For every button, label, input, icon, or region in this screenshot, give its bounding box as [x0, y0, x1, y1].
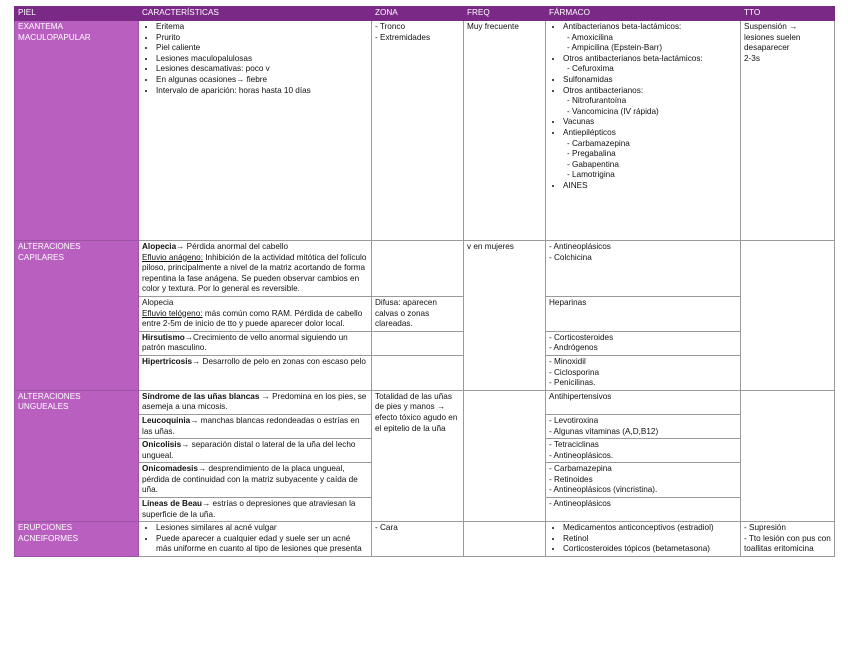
- table-row: [15, 241, 835, 297]
- freq-cell: [464, 522, 546, 557]
- list-item: • Vacunas: [563, 117, 737, 128]
- tto-line: Suspensión →: [744, 22, 798, 31]
- term-title: Onicomadesis→: [142, 464, 207, 474]
- header-row: [15, 7, 835, 21]
- term-title: Alopecia: [142, 297, 174, 307]
- term-title: Hipertricosis→: [142, 356, 201, 366]
- caracteristicas-list: [142, 22, 368, 96]
- farmaco-cell: - Antineoplásicos - Colchicina: [546, 241, 741, 297]
- list-item: • Prurito: [156, 33, 368, 44]
- farmaco-cell: Heparinas: [546, 296, 741, 331]
- list-item: • Sulfonamidas: [563, 75, 737, 86]
- tto-cell: [741, 390, 835, 522]
- category-label: ACNEIFORMES: [18, 533, 79, 543]
- zona-cell: Difusa: aparecen calvas o zonas clareadas.: [372, 296, 464, 331]
- freq-cell: Muy frecuente: [464, 21, 546, 241]
- caracteristicas-cell: Síndrome de las uñas blancas → Predomina en los pies, se asemeja a una micosis.: [139, 390, 372, 414]
- header-farmaco: FÁRMACO: [546, 7, 741, 21]
- list-item: • Lesiones similares al acné vulgar: [156, 523, 368, 534]
- farmaco-cell: [546, 522, 741, 557]
- list-item: • Lesiones descamativas: poco v: [156, 64, 368, 75]
- list-item: • Eritema: [156, 22, 368, 33]
- freq-cell: [464, 390, 546, 522]
- table-row: [15, 522, 835, 557]
- category-erupciones: [15, 522, 139, 557]
- caracteristicas-cell: Hirsutismo→Crecimiento de vello anormal siguiendo un patrón masculino.: [139, 331, 372, 355]
- zona-cell: [372, 241, 464, 297]
- list-item: • Puede aparecer a cualquier edad y suele ser un acné más uniforme en cuanto al tipo de lesiones que presenta: [156, 534, 368, 555]
- zona-cell: [372, 355, 464, 390]
- category-label: ALTERACIONES: [18, 391, 81, 401]
- farmaco-cell: [546, 21, 741, 241]
- caracteristicas-cell: Onicomadesis→ desprendimiento de la placa ungueal, pérdida de continuidad con la matriz subyacente y caída de uña.: [139, 463, 372, 498]
- list-item: • Lesiones maculopalulosas: [156, 54, 368, 65]
- header-freq: FREQ: [464, 7, 546, 21]
- list-item: • AINES: [563, 181, 737, 192]
- zona-cell: Totalidad de las uñas de pies y manos → efecto tóxico agudo en el epitelio de la uña: [372, 390, 464, 522]
- farmaco-cell: - Carbamazepina - Retinoides - Antineoplásicos (vincristina).: [546, 463, 741, 498]
- farmaco-list: [549, 523, 737, 555]
- caracteristicas-cell: [139, 21, 372, 241]
- list-item: • Corticosteroides tópicos (betametasona): [563, 544, 737, 555]
- category-label: ALTERACIONES: [18, 242, 81, 251]
- list-item: • Antibacterianos beta-lactámicos: - Amoxicilina - Ampicilina (Epstein-Barr): [563, 22, 737, 54]
- reaction-table-container: [14, 6, 834, 557]
- farmaco-cell: - Tetraciclinas - Antineoplásicos.: [546, 439, 741, 463]
- category-exantema: [15, 21, 139, 241]
- zona-cell: - Cara: [372, 522, 464, 557]
- caracteristicas-cell: Onicolisis→ separación distal o lateral de la uña del lecho ungueal.: [139, 439, 372, 463]
- tto-cell: [741, 522, 835, 557]
- category-label: EXANTEMA: [18, 22, 64, 31]
- list-item: • En algunas ocasiones→ fiebre: [156, 75, 368, 86]
- caracteristicas-cell: Leucoquinia→ manchas blancas redondeadas o estrías en las uñas.: [139, 414, 372, 438]
- farmaco-list: [549, 22, 737, 192]
- category-label: CAPILARES: [18, 252, 64, 262]
- caracteristicas-list: [142, 523, 368, 555]
- zona-item: - Tronco: [375, 22, 406, 31]
- term-title: Alopecia→: [142, 242, 185, 251]
- tto-line: - Supresión: [744, 523, 786, 533]
- zona-cell: [372, 21, 464, 241]
- tto-cell: [741, 241, 835, 391]
- farmaco-cell: - Corticosteroides - Andrógenos: [546, 331, 741, 355]
- list-item: • Retinol: [563, 534, 737, 545]
- caracteristicas-cell: Hipertricosis→ Desarrollo de pelo en zonas con escaso pelo: [139, 355, 372, 390]
- category-label: MACULOPAPULAR: [18, 32, 91, 42]
- list-item: • Antiepilépticos - Carbamazepina - Pregabalina - Gabapentina - Lamotrigina: [563, 128, 737, 181]
- category-label: ERUPCIONES: [18, 523, 73, 533]
- farmaco-cell: - Minoxidil - Ciclosporina - Penicilinas.: [546, 355, 741, 390]
- category-label: UNGUEALES: [18, 402, 69, 412]
- farmaco-cell: - Levotiroxina - Algunas vitaminas (A,D,B12): [546, 414, 741, 438]
- term-title: Hirsutismo→: [142, 332, 193, 342]
- caracteristicas-cell: Alopecia→ Pérdida anormal del cabello Efluvio anágeno: Inhibición de la actividad mitótica del folículo piloso, principalmente a nivel de la matriz acortando de forma repentina la fase anágena. Se pueden observar cambios en color y textura. Por lo general es reversible.: [139, 241, 372, 297]
- table-row: [15, 390, 835, 414]
- category-capilares: [15, 241, 139, 391]
- term-title: Síndrome de las uñas blancas →: [142, 391, 270, 401]
- header-tto: TTO: [741, 7, 835, 21]
- category-ungueales: [15, 390, 139, 522]
- tto-line: - Tto lesión con pus con toallitas eritomicina: [744, 533, 831, 554]
- caracteristicas-cell: Líneas de Beau→ estrías o depresiones que atraviesan la superficie de la uña.: [139, 498, 372, 522]
- term-title: Leucoquinia→: [142, 415, 199, 425]
- tto-line: lesiones suelen: [744, 32, 801, 42]
- caracteristicas-cell: Alopecia Efluvio telógeno: más común como RAM. Pérdida de cabello entre 2-5m de inicio de tto y puede aparecer dolor local.: [139, 296, 372, 331]
- term-subtitle: Efluvio anágeno:: [142, 252, 203, 262]
- term-title: Onicolisis→: [142, 440, 190, 450]
- farmaco-cell: Antihipertensivos: [546, 390, 741, 414]
- zona-cell: [372, 331, 464, 355]
- header-zona: ZONA: [372, 7, 464, 21]
- tto-line: 2-3s: [744, 53, 760, 63]
- table-row: [15, 21, 835, 241]
- header-caracteristicas: CARACTERÍSTICAS: [139, 7, 372, 21]
- farmaco-cell: - Antineoplásicos: [546, 498, 741, 522]
- header-piel: PIEL: [15, 7, 139, 21]
- list-item: • Piel caliente: [156, 43, 368, 54]
- list-item: • Medicamentos anticonceptivos (estradiol): [563, 523, 737, 534]
- skin-reactions-table: [14, 6, 835, 557]
- caracteristicas-cell: [139, 522, 372, 557]
- zona-item: - Extremidades: [375, 32, 431, 42]
- freq-cell: v en mujeres: [464, 241, 546, 391]
- list-item: • Otros antibacterianos beta-lactámicos: - Cefuroxima: [563, 54, 737, 75]
- list-item: • Intervalo de aparición: horas hasta 10 días: [156, 86, 368, 97]
- term-subtitle: Efluvio telógeno:: [142, 308, 203, 318]
- term-title: Líneas de Beau→: [142, 499, 211, 509]
- list-item: • Otros antibacterianos: - Nitrofurantoína - Vancomicina (IV rápida): [563, 86, 737, 118]
- tto-cell: [741, 21, 835, 241]
- tto-line: desaparecer: [744, 43, 790, 53]
